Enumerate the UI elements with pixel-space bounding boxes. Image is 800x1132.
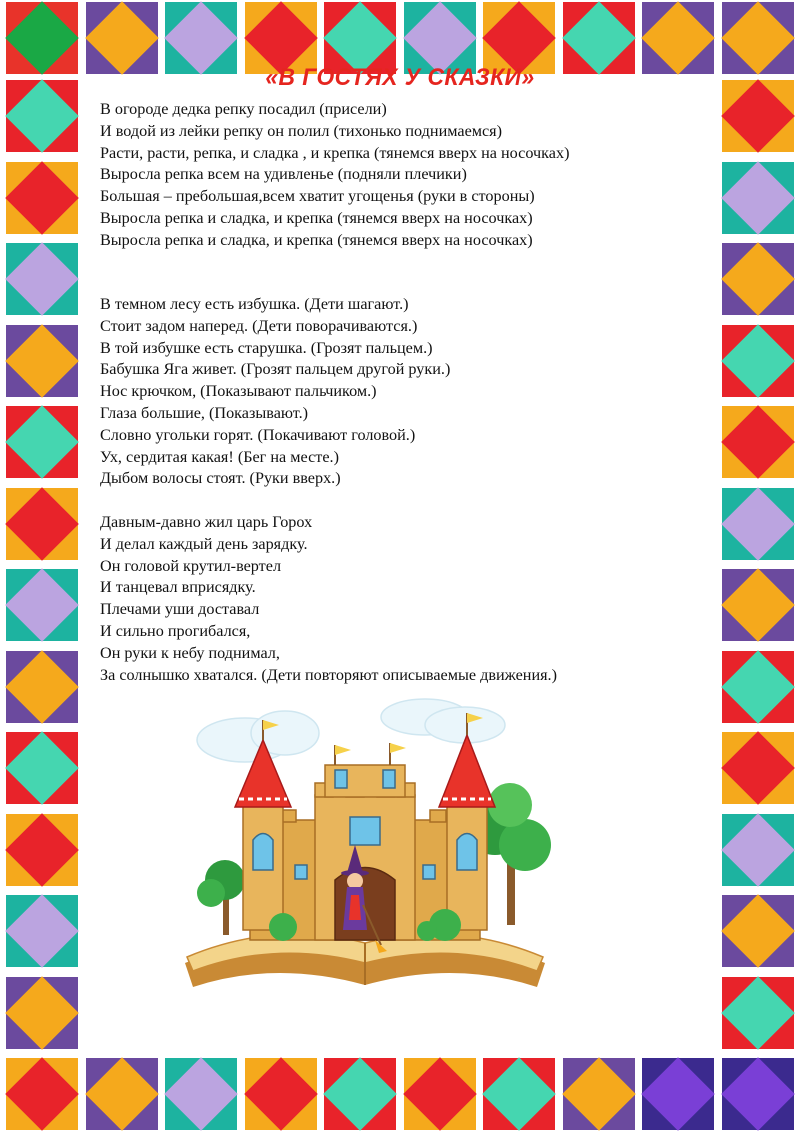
decorative-diamond-tile — [6, 814, 78, 886]
poem-line: Расти, расти, репка, и сладка , и крепка (тянемся вверх на носочках) — [100, 143, 570, 162]
decorative-diamond-tile — [722, 977, 794, 1049]
poem-line: Давным-давно жил царь Горох — [100, 513, 313, 531]
poem-line: Дыбом волосы стоят. (Руки вверх.) — [100, 469, 341, 488]
decorative-diamond-tile — [642, 1058, 714, 1130]
poem-line: Ух, сердитая какая! (Бег на месте.) — [100, 447, 339, 466]
poem-line: Выросла репка всем на удивленье (подняли плечики) — [100, 165, 467, 184]
decorative-diamond-tile — [6, 1058, 78, 1130]
decorative-diamond-tile — [722, 162, 794, 234]
poem-line: И водой из лейки репку он полил (тихонько поднимаемся) — [100, 121, 503, 140]
poem-line: Выросла репка и сладка, и крепка (тянемся вверх на носочках) — [100, 208, 533, 227]
poem-line: В темном лесу есть избушка. (Дети шагают.) — [100, 295, 409, 313]
decorative-diamond-tile — [722, 243, 794, 315]
decorative-diamond-tile — [6, 162, 78, 234]
decorative-diamond-tile — [722, 569, 794, 641]
poem-line: За солнышко хватался. (Дети повторяют описываемые движения.) — [100, 665, 557, 684]
decorative-diamond-tile — [6, 895, 78, 967]
decorative-diamond-tile — [722, 488, 794, 560]
poem-line: Бабушка Яга живет. (Грозят пальцем другой руки.) — [100, 360, 451, 379]
decorative-diamond-tile — [6, 651, 78, 723]
poem-stanza-1 — [100, 99, 700, 252]
page-title: «В ГОСТЯХ У СКАЗКИ» — [265, 64, 535, 91]
poem-stanza-3 — [100, 512, 700, 686]
decorative-diamond-tile — [6, 488, 78, 560]
poem-line: Плечами уши доставал — [100, 600, 260, 619]
decorative-diamond-tile — [722, 325, 794, 397]
decorative-diamond-tile — [722, 814, 794, 886]
poem-line: Словно угольки горят. (Покачивают головой.) — [100, 425, 416, 444]
poem-line: Выросла репка и сладка, и крепка (тянемся вверх на носочках) — [100, 230, 533, 249]
decorative-diamond-tile — [6, 569, 78, 641]
decorative-diamond-tile — [563, 1058, 635, 1130]
fairytale-castle-on-open-book-icon — [175, 695, 555, 1005]
poem-line: Стоит задом наперед. (Дети поворачиваются.) — [100, 316, 418, 335]
poem-line: Большая – пребольшая,всем хватит угощенья (руки в стороны) — [100, 187, 535, 206]
decorative-diamond-tile — [165, 1058, 237, 1130]
decorative-diamond-tile — [722, 651, 794, 723]
decorative-diamond-tile — [722, 895, 794, 967]
decorative-diamond-tile — [6, 977, 78, 1049]
poem-line: Нос крючком, (Показывают пальчиком.) — [100, 382, 377, 401]
decorative-diamond-tile — [245, 1058, 317, 1130]
poem-line: И танцевал вприсядку. — [100, 578, 256, 597]
decorative-diamond-tile — [6, 325, 78, 397]
decorative-diamond-tile — [324, 1058, 396, 1130]
decorative-diamond-tile — [483, 1058, 555, 1130]
poem-line: Он головой крутил-вертел — [100, 556, 282, 575]
poem-line: Он руки к небу поднимал, — [100, 643, 280, 662]
decorative-diamond-tile — [722, 732, 794, 804]
decorative-diamond-tile — [6, 732, 78, 804]
decorative-diamond-tile — [722, 406, 794, 478]
poem-stanza-2 — [100, 294, 700, 490]
decorative-diamond-tile — [86, 1058, 158, 1130]
decorative-diamond-tile — [722, 1058, 794, 1130]
poem-line: В огороде дедка репку посадил (присели) — [100, 100, 387, 118]
poem-line: Глаза большие, (Показывают.) — [100, 403, 309, 422]
decorative-diamond-tile — [404, 1058, 476, 1130]
poem-line: В той избушке есть старушка. (Грозят пальцем.) — [100, 338, 433, 357]
poem-line: И делал каждый день зарядку. — [100, 534, 308, 553]
decorative-diamond-tile — [6, 406, 78, 478]
poem-line: И сильно прогибался, — [100, 621, 251, 640]
decorative-diamond-tile — [6, 243, 78, 315]
